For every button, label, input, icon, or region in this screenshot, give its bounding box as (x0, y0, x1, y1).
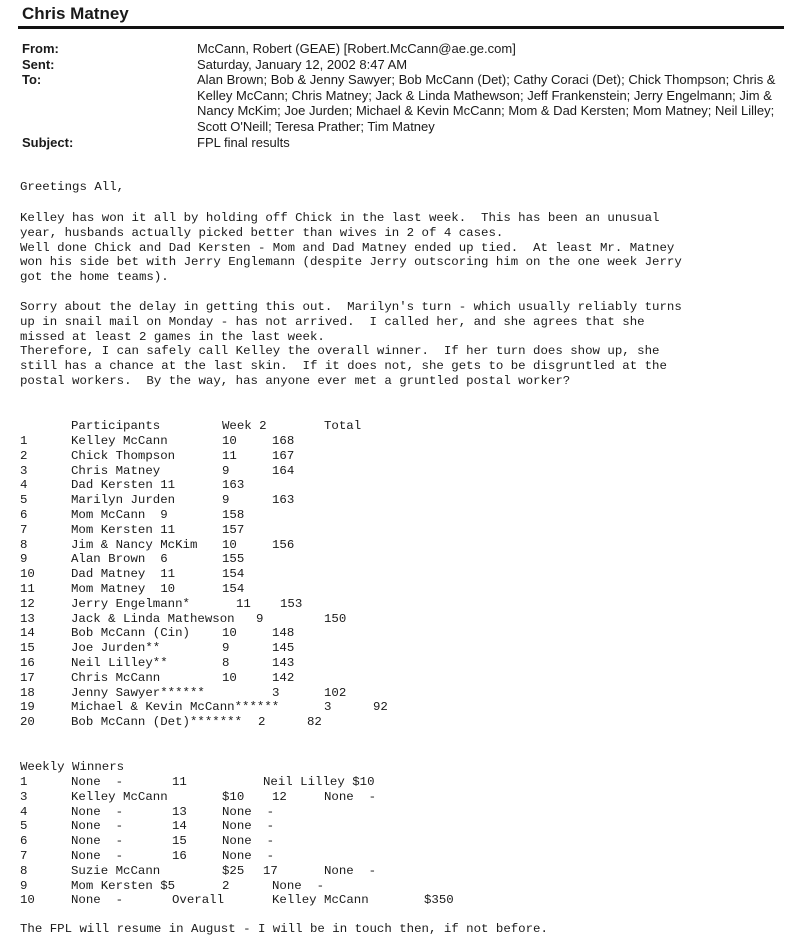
standings-week: 158 (222, 508, 245, 522)
weekly-cell-d: Neil Lilley $10 (263, 775, 375, 789)
weekly-cell-a: 4 (20, 804, 28, 819)
standings-name: Neil Lilley** (71, 656, 168, 670)
body-paragraph-1: Kelley has won it all by holding off Chick in the last week. This has been an unusual year, husbands actually picked better than wives in 2 of 4 cases. Well done Chick and Dad Kersten - Mom and Dad Matney ended up tied. At least Mr. Matney won his side bet with Jerry Englemann (despite Jerry outscoring him on the one week Jerry got the home teams). (20, 211, 682, 285)
standings-rank: 13 (20, 611, 35, 626)
standings-rank: 8 (20, 537, 28, 552)
from-label: From: (22, 41, 59, 56)
standings-rank: 3 (20, 463, 28, 478)
standings-rank: 10 (20, 567, 35, 582)
standings-rank: 9 (20, 552, 28, 567)
standings-total: 163 (272, 493, 295, 508)
weekly-cell-c: 16 (172, 849, 187, 863)
standings-week: 3 (272, 685, 280, 700)
standings-name: Marilyn Jurden (71, 493, 176, 508)
standings-week: 163 (222, 478, 245, 493)
to-value: Alan Brown; Bob & Jenny Sawyer; Bob McCann (Det); Cathy Coraci (Det); Chick Thompson; Chris & Kelley McCann; Chris Matney; Jack & Linda Mathewson; Jeff Frankenstein; Jerry Engelmann; Jim & Nancy McKim; Joe Jurden; Michael & Kevin McCann; Mom & Dad Kersten; Mom Matney; Neil Lilley; Scott O'Neill; Teresa Prather; Tim Matney (197, 72, 776, 134)
standings-name: Alan Brown 6 (71, 552, 168, 567)
standings-total: 150 (324, 611, 347, 626)
standings-total: 82 (307, 715, 322, 730)
standings-week: 154 (222, 567, 245, 582)
standings-total: 156 (272, 537, 295, 552)
title-rule (18, 26, 784, 29)
weekly-cell-e: $350 (424, 893, 454, 908)
total-header: Total (324, 419, 362, 433)
weekly-cell-c: 11 (172, 775, 187, 789)
sent-value: Saturday, January 12, 2002 8:47 AM (197, 57, 408, 72)
standings-week: 11 (222, 448, 237, 463)
standings-name: Jim & Nancy McKim (71, 537, 198, 552)
standings-total: 143 (272, 656, 295, 670)
weekly-cell-a: 7 (20, 849, 28, 863)
standings-name: Jenny Sawyer****** (71, 685, 205, 700)
standings-name: Jerry Engelmann* (71, 596, 190, 611)
standings-week: 154 (222, 582, 245, 596)
standings-week: 9 (222, 463, 230, 478)
standings-total: 142 (272, 670, 295, 685)
weekly-cell-b: Kelley McCann (71, 789, 168, 804)
standings-name: Mom McCann 9 (71, 508, 168, 522)
standings-rank: 11 (20, 582, 35, 596)
standings-rank: 16 (20, 656, 35, 670)
standings-total: 145 (272, 641, 295, 656)
standings-total: 102 (324, 685, 347, 700)
weekly-cell-e: None - (324, 863, 377, 878)
standings-rank: 7 (20, 522, 28, 537)
standings-total: 148 (272, 626, 295, 641)
standings-week: 155 (222, 552, 245, 567)
standings-rank: 17 (20, 670, 35, 685)
standings-rank: 19 (20, 700, 35, 715)
weekly-cell-d: 12 (272, 789, 287, 804)
to-label: To: (22, 72, 42, 87)
weekly-cell-b: None - (71, 819, 124, 834)
participants-header: Participants (71, 419, 161, 433)
weekly-cell-c: $25 (222, 863, 245, 878)
sent-label: Sent: (22, 57, 55, 72)
standings-name: Michael & Kevin McCann****** (71, 700, 280, 715)
standings-total: 167 (272, 448, 295, 463)
standings-week: 9 (256, 611, 264, 626)
standings-week: 157 (222, 522, 245, 537)
standings-rank: 1 (20, 434, 28, 448)
weekly-cell-b: None - (71, 893, 124, 908)
standings-name: Mom Kersten 11 (71, 522, 176, 537)
standings-week: 9 (222, 493, 230, 508)
standings-week: 10 (222, 434, 237, 448)
standings-week: 10 (222, 537, 237, 552)
weekly-cell-c: 13 (172, 804, 187, 819)
standings-name: Chris Matney (71, 463, 161, 478)
standings-rank: 2 (20, 448, 28, 463)
standings-name: Dad Kersten 11 (71, 478, 176, 493)
standings-week: 9 (222, 641, 230, 656)
standings-rank: 20 (20, 715, 35, 730)
weekly-cell-b: None - (71, 834, 124, 849)
from-value: McCann, Robert (GEAE) [Robert.McCann@ae.ge.com] (197, 41, 516, 56)
standings-week: 2 (258, 715, 266, 730)
weekly-winners-title: Weekly Winners (20, 760, 125, 774)
weekly-cell-c: 2 (222, 878, 230, 893)
standings-name: Chick Thompson (71, 448, 176, 463)
standings-name: Chris McCann (71, 670, 161, 685)
weekly-cell-a: 8 (20, 863, 28, 878)
weekly-cell-a: 5 (20, 819, 28, 834)
standings-name: Mom Matney 10 (71, 582, 176, 596)
standings-rank: 4 (20, 478, 28, 493)
standings-total: 164 (272, 463, 295, 478)
weekly-cell-c: Overall (172, 893, 225, 908)
standings-name: Joe Jurden** (71, 641, 161, 656)
standings-total: 168 (272, 434, 295, 448)
weekly-cell-b: Mom Kersten $5 (71, 878, 176, 893)
weekly-cell-d: None - (222, 804, 275, 819)
weekly-cell-d: None - (272, 878, 325, 893)
closing-line: The FPL will resume in August - I will be in touch then, if not before. (20, 922, 548, 936)
weekly-cell-d: None - (222, 834, 275, 849)
standings-name: Jack & Linda Mathewson (71, 611, 235, 626)
weekly-cell-b: None - (71, 849, 124, 863)
standings-name: Kelley McCann (71, 434, 168, 448)
week-header: Week 2 (222, 419, 267, 433)
standings-total: 92 (373, 700, 388, 715)
standings-rank: 6 (20, 508, 28, 522)
standings-rank: 18 (20, 685, 35, 700)
weekly-cell-d: 17 (263, 863, 278, 878)
standings-name: Dad Matney 11 (71, 567, 176, 582)
weekly-cell-c: 15 (172, 834, 187, 849)
body-paragraph-2: Sorry about the delay in getting this out. Marilyn's turn - which usually reliably turns up in snail mail on Monday - has not arrived. I called her, and she agrees that she missed at least 2 games in the last week. Therefore, I can safely call Kelley the overall winner. If her turn does show up, she still has a chance at the last skin. If it does not, she gets to be disgruntled at the postal workers. By the way, has anyone ever met a gruntled postal worker? (20, 300, 682, 388)
weekly-cell-e: None - (324, 789, 377, 804)
standings-rank: 14 (20, 626, 35, 641)
weekly-cell-b: None - (71, 804, 124, 819)
weekly-cell-c: $10 (222, 789, 245, 804)
weekly-cell-a: 10 (20, 893, 35, 908)
weekly-cell-d: Kelley McCann (272, 893, 369, 908)
standings-rank: 5 (20, 493, 28, 508)
weekly-cell-a: 6 (20, 834, 28, 849)
document-title: Chris Matney (22, 4, 129, 23)
weekly-cell-a: 9 (20, 878, 28, 893)
subject-value: FPL final results (197, 135, 290, 150)
standings-total: 153 (280, 596, 303, 611)
weekly-cell-a: 3 (20, 789, 28, 804)
standings-week: 11 (236, 596, 251, 611)
standings-rank: 15 (20, 641, 35, 656)
weekly-cell-d: None - (222, 849, 275, 863)
standings-week: 10 (222, 670, 237, 685)
standings-week: 10 (222, 626, 237, 641)
subject-label: Subject: (22, 135, 74, 150)
greeting: Greetings All, (20, 180, 125, 194)
weekly-cell-d: None - (222, 819, 275, 834)
weekly-cell-c: 14 (172, 819, 187, 834)
standings-name: Bob McCann (Det)******* (71, 715, 243, 730)
standings-week: 8 (222, 656, 230, 670)
standings-week: 3 (324, 700, 332, 715)
weekly-cell-b: None - (71, 775, 124, 789)
weekly-cell-b: Suzie McCann (71, 863, 161, 878)
standings-name: Bob McCann (Cin) (71, 626, 190, 641)
standings-rank: 12 (20, 596, 35, 611)
weekly-cell-a: 1 (20, 775, 28, 789)
